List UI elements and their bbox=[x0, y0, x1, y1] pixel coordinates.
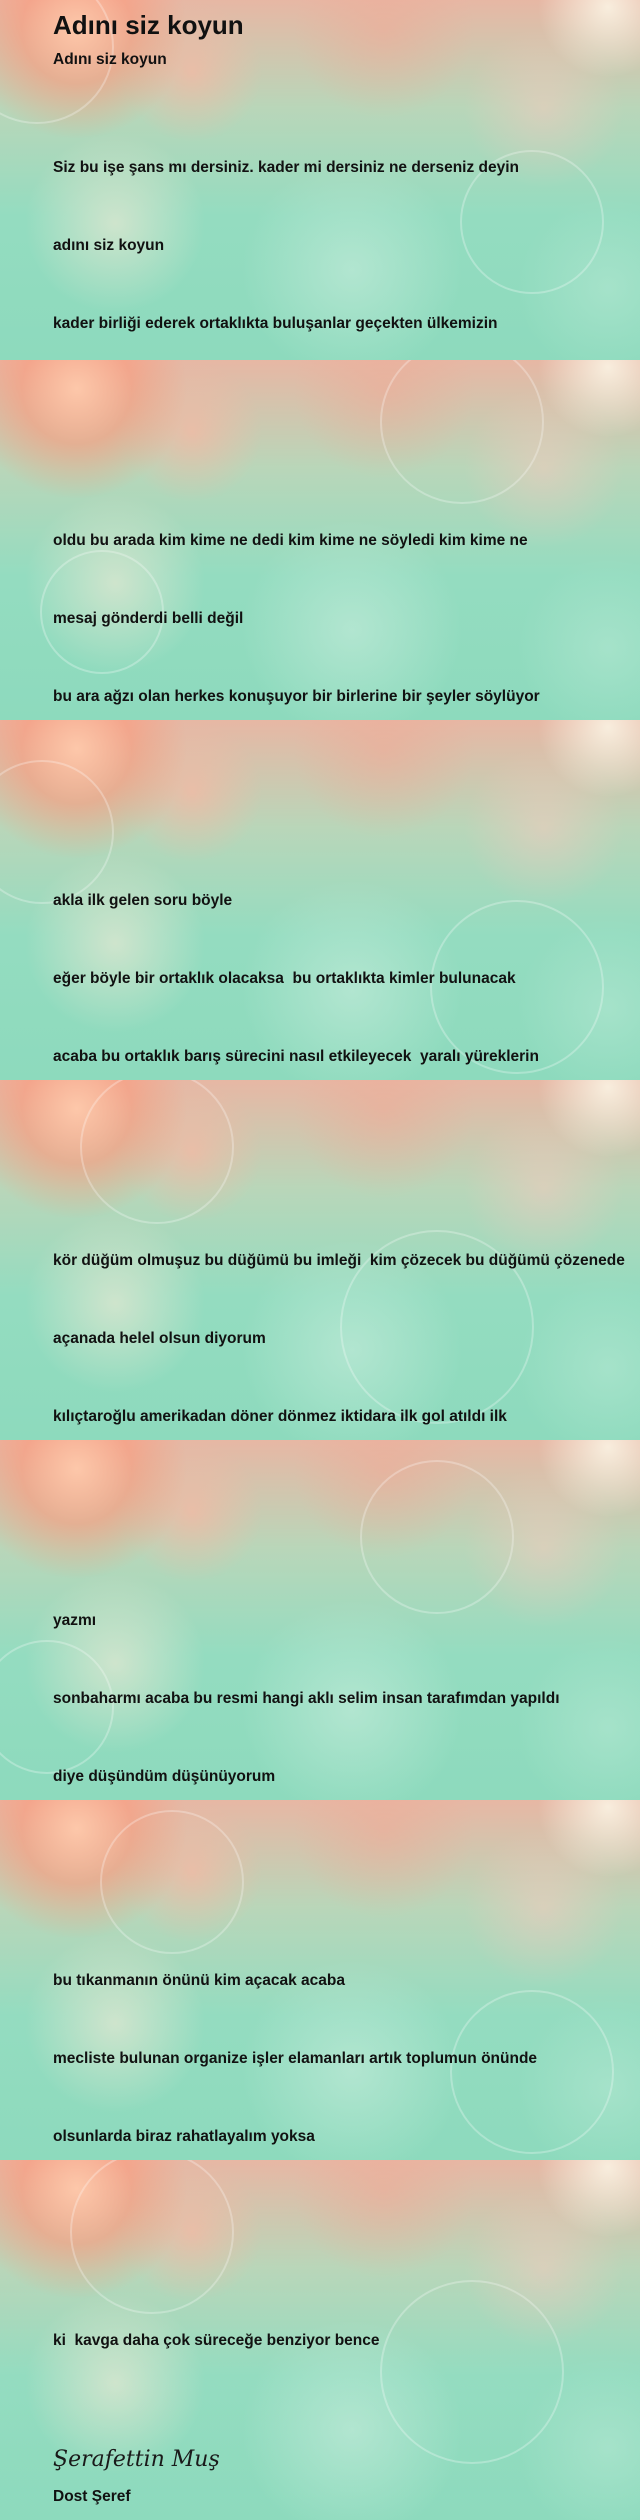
poem-line: mesaj gönderdi belli değil bbox=[53, 610, 244, 627]
poem-line bbox=[53, 810, 640, 836]
poem-panel-7 bbox=[0, 2160, 640, 2520]
poem-line: acaba bu ortaklık barış sürecini nasıl etkileyecek yaralı yüreklerin bbox=[53, 1048, 539, 1065]
poem-line: oldu bu arada kim kime ne dedi kim kime ne söyledi kim kime ne bbox=[53, 532, 528, 549]
poem-panel-2 bbox=[0, 360, 640, 720]
page-title: Adını siz koyun bbox=[53, 10, 244, 40]
poem-line: diye düşündüm düşünüyorum bbox=[53, 1768, 276, 1785]
poem-line: Dost Şeref bbox=[53, 2488, 131, 2505]
poem-line: açanada helel olsun diyorum bbox=[53, 1330, 266, 1347]
poem-text-block bbox=[53, 758, 640, 1080]
poem-line bbox=[53, 1890, 640, 1916]
poem-line: ki kavga daha çok süreceğe benziyor bence bbox=[53, 2332, 380, 2349]
poem-line: mecliste bulunan organize işler elamanları artık toplumun önünde bbox=[53, 2050, 538, 2067]
poem-line: olsunlarda biraz rahatlayalım yoksa bbox=[53, 2128, 315, 2145]
poem-text-block bbox=[53, 398, 640, 720]
poem-line: eğer böyle bir ortaklık olacaksa bu ortaklıkta kimler bulunacak bbox=[53, 970, 516, 987]
poem-line: bu tıkanmanın önünü kim açacak acaba bbox=[53, 1972, 346, 1989]
poem-line: kader birliği ederek ortaklıkta buluşanlar geçekten ülkemizin bbox=[53, 315, 498, 332]
poem-line bbox=[53, 2250, 640, 2276]
poem-panel-5 bbox=[0, 1440, 640, 1800]
poem-line bbox=[53, 1530, 640, 1556]
poem-subtitle: Adını siz koyun bbox=[53, 51, 167, 68]
poem-line: Siz bu işe şans mı dersiniz. kader mi dersiniz ne derseniz deyin bbox=[53, 159, 520, 176]
poem-line: sonbaharmı acaba bu resmi hangi aklı selim insan tarafımdan yapıldı bbox=[53, 1690, 560, 1707]
poem-panel-3 bbox=[0, 720, 640, 1080]
poem-line: kör düğüm olmuşuz bu düğümü bu imleği kim çözecek bu düğümü çözenede bbox=[53, 1252, 625, 1269]
poem-panel-1 bbox=[0, 0, 640, 360]
author-name: Şerafettin Muş bbox=[53, 2447, 220, 2472]
poem-line: akla ilk gelen soru böyle bbox=[53, 892, 233, 909]
poem-text-block bbox=[53, 1118, 640, 1440]
poem-text-block bbox=[53, 1478, 640, 1800]
poem-text-block bbox=[53, 1838, 640, 2160]
poem-panel-6 bbox=[0, 1800, 640, 2160]
poem-panel-4 bbox=[0, 1080, 640, 1440]
poem-line: yazmı bbox=[53, 1612, 97, 1629]
poem-line: kılıçtaroğlu amerikadan döner dönmez iktidara ilk gol atıldı ilk bbox=[53, 1408, 507, 1425]
poem-line bbox=[53, 450, 640, 476]
poem-line: adını siz koyun bbox=[53, 237, 165, 254]
poem-line: bu ara ağzı olan herkes konuşuyor bir birlerine bir şeyler söylüyor bbox=[53, 688, 540, 705]
poem-text-block bbox=[53, 103, 640, 360]
poem-line bbox=[53, 1170, 640, 1196]
poem-line bbox=[53, 2406, 640, 2432]
